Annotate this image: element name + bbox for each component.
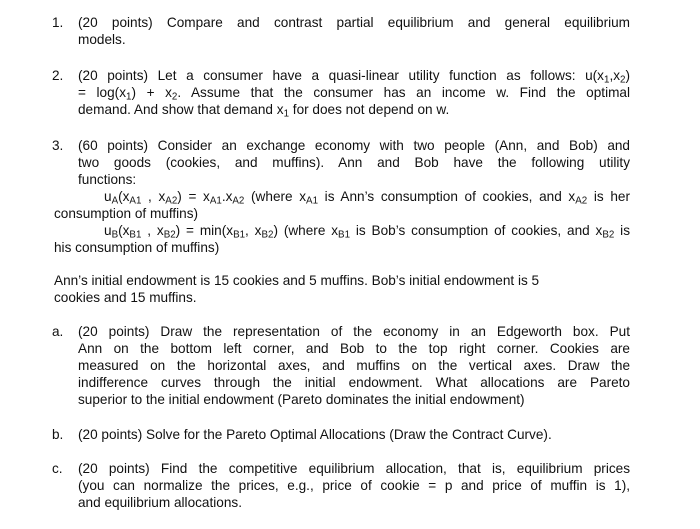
question-2-number: 2. bbox=[52, 68, 64, 83]
part-a-line-2: Ann on the bottom left corner, and Bob to the top right corner. Cookies are bbox=[78, 341, 630, 356]
part-a-line-1: (20 points) Draw the representation of the economy in an Edgeworth box. Put bbox=[78, 324, 630, 339]
part-c-line-1: (20 points) Find the competitive equilibrium allocation, that is, equilibrium prices bbox=[78, 461, 630, 476]
question-1-line-1: (20 points) Compare and contrast partial equilibrium and general equilibrium bbox=[78, 15, 630, 30]
part-a-label: a. bbox=[52, 324, 64, 339]
question-1-line-2: models. bbox=[78, 32, 126, 47]
question-3-line-1: (60 points) Consider an exchange economy with two people (Ann, and Bob) and bbox=[78, 138, 630, 153]
part-b-label: b. bbox=[52, 427, 64, 442]
part-c-label: c. bbox=[52, 461, 63, 476]
part-a-text bbox=[78, 323, 630, 408]
bob-utility-function bbox=[54, 222, 630, 256]
endowments-line-2: cookies and 15 muffins. bbox=[54, 290, 197, 305]
part-b-line-1: (20 points) Solve for the Pareto Optimal Allocations (Draw the Contract Curve). bbox=[78, 427, 552, 442]
part-b-text bbox=[78, 426, 630, 443]
ann-utility-line-1: $u_A(x_{A1}$ , $x_{A2}) = x_{A1}.x_{A2}$ (where $x_{A1}$ is Ann’s consumption of cookies, and $x_{A2}$ is her bbox=[104, 189, 630, 207]
question-2-text bbox=[78, 67, 630, 118]
part-a-line-5: superior to the initial endowment (Pareto dominates the initial endowment) bbox=[78, 392, 525, 407]
bob-utility-line-1: $u_B(x_{B1}$ , $x_{B2}) = \min(x_{B1}$, $x_{B2}$) (where $x_{B1}$ is Bob’s consumption of cookies, and $x_{B2}$ is bbox=[104, 223, 631, 241]
part-a-line-4: indifference curves through the initial endowment. What allocations are Pareto bbox=[78, 375, 630, 390]
question-2-line-3: demand. And show that demand $x_1$ for does not depend on w. bbox=[78, 102, 450, 120]
question-3-line-3: functions: bbox=[78, 172, 137, 187]
initial-endowments bbox=[54, 272, 630, 306]
question-3-line-2: two goods (cookies, and muffins). Ann and Bob have the following utility bbox=[78, 155, 630, 170]
question-3-number: 3. bbox=[52, 138, 64, 153]
part-c-text bbox=[78, 460, 630, 511]
endowments-line-1: Ann’s initial endowment is 15 cookies and 5 muffins. Bob’s initial endowment is 5 bbox=[54, 273, 540, 288]
part-a-line-3: measured on the horizontal axes, and muffins on the vertical axes. Draw the bbox=[78, 358, 630, 373]
question-1-text bbox=[78, 14, 630, 48]
part-c-line-2: (you can normalize the prices, e.g., price of cookie = p and price of muffin is 1), bbox=[78, 478, 630, 493]
question-2-line-1: (20 points) Let a consumer have a quasi-linear utility function as follows: $u(x_1,x_2)$ bbox=[78, 68, 630, 86]
part-c-line-3: and equilibrium allocations. bbox=[78, 495, 242, 510]
ann-utility-function bbox=[54, 188, 630, 222]
ann-utility-line-2: consumption of muffins) bbox=[54, 206, 199, 221]
question-3-text bbox=[78, 137, 630, 188]
question-2-line-2: = $\log(x_1) + x_2$. Assume that the consumer has an income w. Find the optimal bbox=[78, 85, 631, 103]
question-1-number: 1. bbox=[52, 15, 64, 30]
bob-utility-line-2: his consumption of muffins) bbox=[54, 240, 220, 255]
